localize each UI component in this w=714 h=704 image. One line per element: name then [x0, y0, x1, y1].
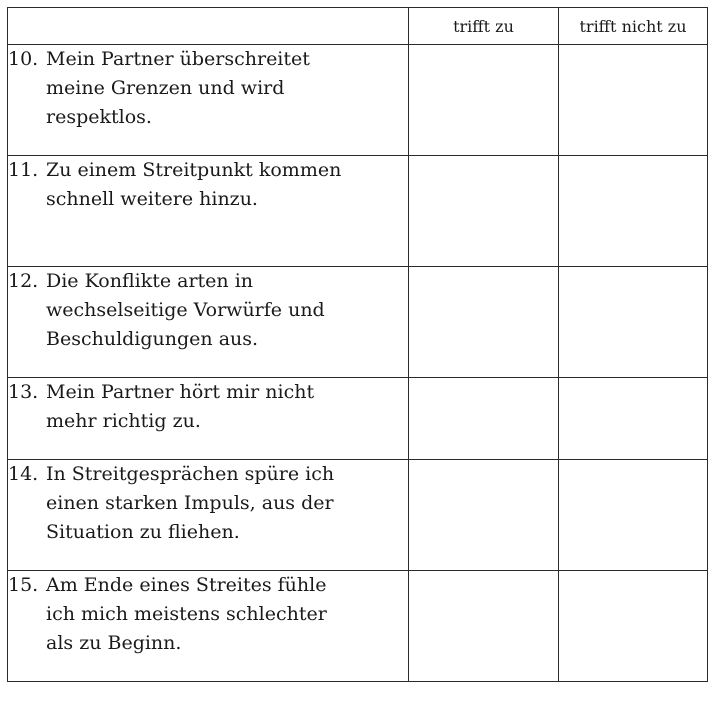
question-text: Am Ende eines Streites fühle ich mich meistens schlechter als zu Beginn.	[46, 574, 327, 654]
header-applies: trifft zu	[409, 8, 559, 45]
table-row	[8, 156, 708, 267]
question-number: 14.	[8, 463, 39, 485]
answer-applies-checkbox[interactable]	[409, 571, 559, 682]
question-cell	[8, 378, 409, 460]
table-row	[8, 45, 708, 156]
question-text: In Streitgesprächen spüre ich einen starken Impuls, aus der Situation zu fliehen.	[46, 463, 335, 543]
question-number: 15.	[8, 574, 39, 596]
questionnaire-table	[7, 7, 708, 682]
question-cell	[8, 45, 409, 156]
answer-not-applies-checkbox[interactable]	[559, 45, 708, 156]
answer-not-applies-checkbox[interactable]	[559, 378, 708, 460]
answer-not-applies-checkbox[interactable]	[559, 156, 708, 267]
question-cell	[8, 460, 409, 571]
header-row	[8, 8, 708, 45]
answer-applies-checkbox[interactable]	[409, 378, 559, 460]
question-cell	[8, 156, 409, 267]
answer-applies-checkbox[interactable]	[409, 156, 559, 267]
header-question-cell	[8, 8, 409, 45]
answer-applies-checkbox[interactable]	[409, 460, 559, 571]
question-number: 11.	[8, 159, 39, 181]
question-number: 10.	[8, 48, 39, 70]
question-cell	[8, 267, 409, 378]
answer-not-applies-checkbox[interactable]	[559, 460, 708, 571]
question-text: Mein Partner hört mir nicht mehr richtig zu.	[46, 381, 315, 432]
answer-not-applies-checkbox[interactable]	[559, 267, 708, 378]
answer-not-applies-checkbox[interactable]	[559, 571, 708, 682]
question-cell	[8, 571, 409, 682]
table-row	[8, 267, 708, 378]
question-text: Zu einem Streitpunkt kommen schnell weitere hinzu.	[46, 159, 342, 210]
answer-applies-checkbox[interactable]	[409, 45, 559, 156]
table-row	[8, 378, 708, 460]
question-text: Mein Partner überschreitet meine Grenzen und wird respektlos.	[46, 48, 310, 128]
question-number: 12.	[8, 270, 39, 292]
question-number: 13.	[8, 381, 39, 403]
header-not-applies: trifft nicht zu	[559, 8, 708, 45]
table-row	[8, 460, 708, 571]
table-row	[8, 571, 708, 682]
answer-applies-checkbox[interactable]	[409, 267, 559, 378]
question-text: Die Konflikte arten in wechselseitige Vorwürfe und Beschuldigungen aus.	[46, 270, 325, 350]
